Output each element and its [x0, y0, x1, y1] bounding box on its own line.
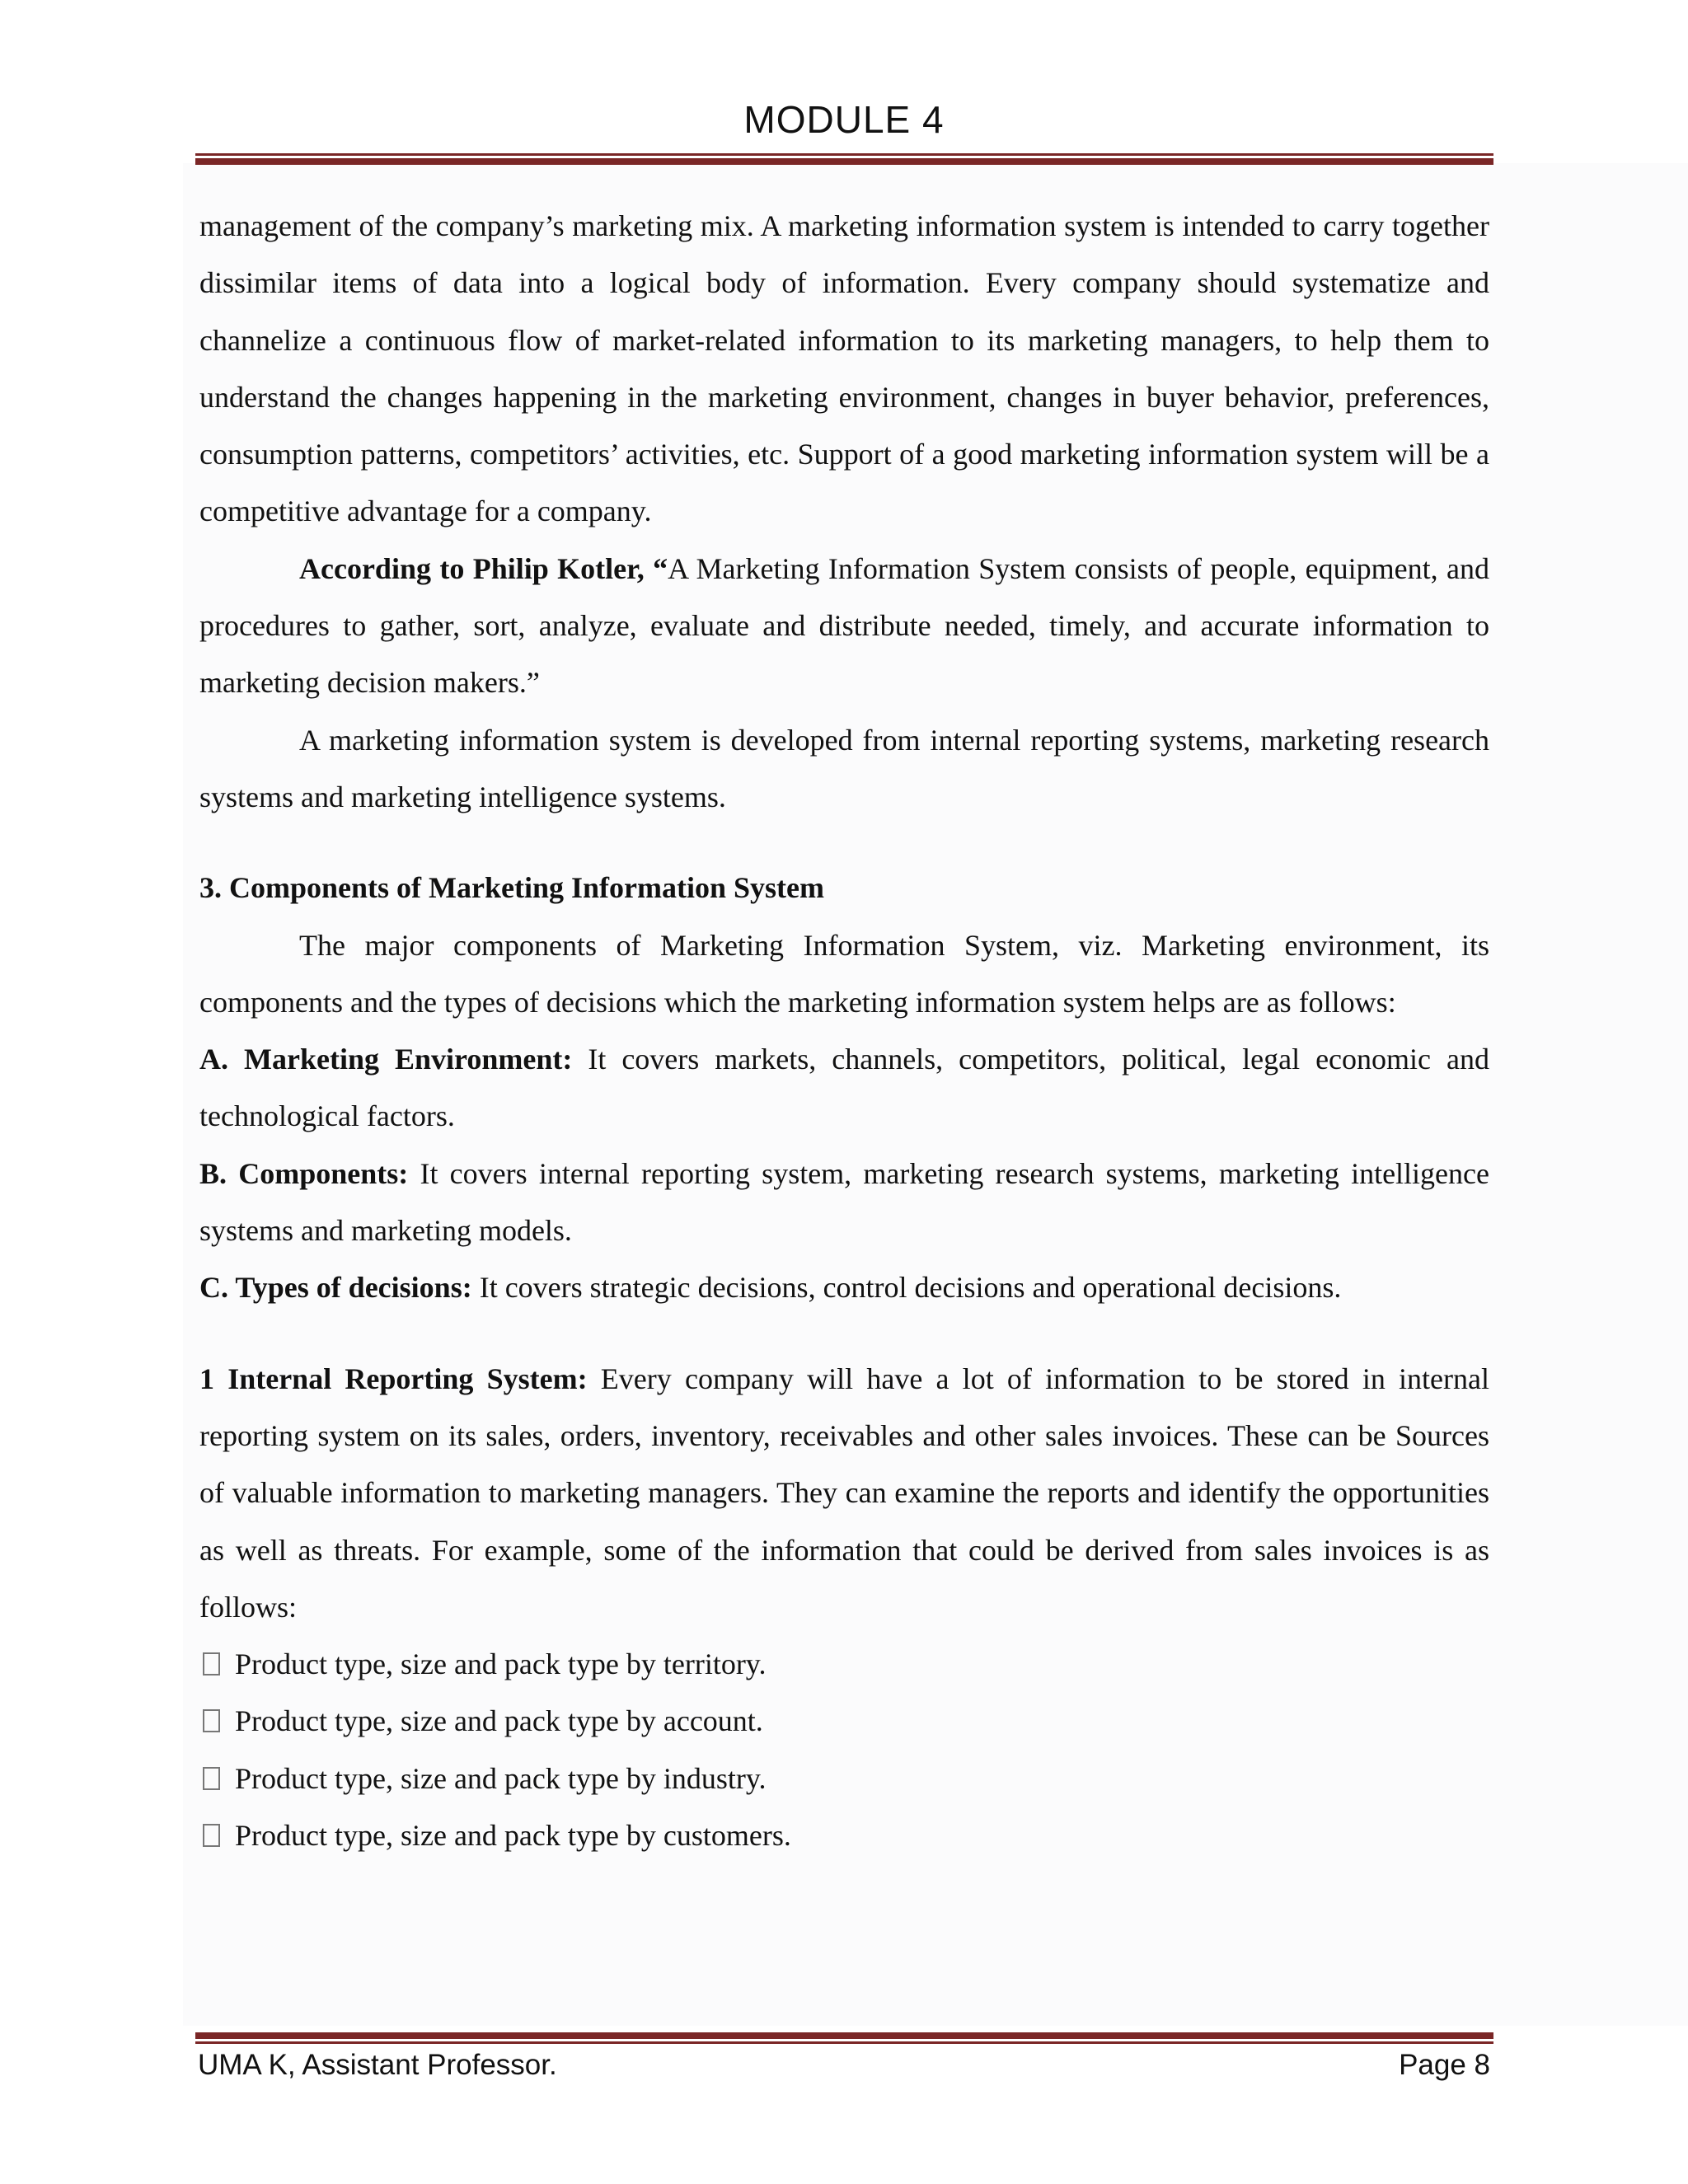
footer-rule [195, 2032, 1493, 2044]
list-item: Product type, size and pack type by territory. [199, 1636, 1489, 1693]
item-b-text: It covers internal reporting system, marketing research systems, marketing intelligence systems and marketing models. [199, 1156, 1489, 1248]
irs-label: 1 Internal Reporting System: [199, 1361, 588, 1395]
item-a-label: A. Marketing Environment: [199, 1043, 573, 1076]
list-item: Product type, size and pack type by account. [199, 1693, 1489, 1750]
item-b-label: B. Components: [199, 1156, 409, 1190]
kotler-lead: According to Philip Kotler, “ [299, 551, 668, 585]
list-item: Product type, size and pack type by customers. [199, 1807, 1489, 1864]
header-rule [195, 153, 1493, 165]
item-types-of-decisions [199, 1259, 1489, 1316]
mis-development-paragraph: A marketing information system is developed from internal reporting systems, marketing research systems and marketing intelligence systems. [199, 723, 1489, 813]
internal-reporting-paragraph [199, 1351, 1489, 1636]
item-components [199, 1146, 1489, 1260]
item-marketing-environment [199, 1031, 1489, 1146]
item-c-label: C. Types of decisions: [199, 1271, 472, 1305]
document-body [199, 198, 1489, 1864]
kotler-definition [199, 541, 1489, 712]
bullet-box-icon [203, 1767, 220, 1790]
footer-author: UMA K, Assistant Professor. [198, 2049, 557, 2081]
section-intro: The major components of Marketing Information System, viz. Marketing environment, its components and the types of decisions which the marketing information system helps are as follows: [199, 928, 1489, 1019]
bullet-box-icon [203, 1652, 220, 1675]
item-a-text: It covers markets, channels, competitors, political, legal economic and technological factors. [199, 1043, 1489, 1133]
irs-text: Every company will have a lot of information to be stored in internal reporting system on its sales, orders, inventory, receivables and other sales invoices. These can be Sources of valuable information to marketing managers. They can examine the reports and identify the opportunities as well as threats. For example, some of the information that could be derived from sales invoices is as follows: [199, 1361, 1489, 1624]
bullet-box-icon [203, 1709, 220, 1732]
list-item: Product type, size and pack type by industry. [199, 1750, 1489, 1807]
bullet-box-icon [203, 1824, 220, 1847]
item-c-text: It covers strategic decisions, control decisions and operational decisions. [471, 1271, 1342, 1305]
module-title: MODULE 4 [743, 98, 945, 141]
section-heading: 3. Components of Marketing Information System [199, 871, 824, 905]
kotler-quote: A Marketing Information System consists of people, equipment, and procedures to gather, sort, analyze, evaluate and distribute needed, timely, and accurate information to marketing decision makers.” [199, 551, 1489, 700]
intro-paragraph: management of the company’s marketing mix. A marketing information system is intended to carry together dissimilar items of data into a logical body of information. Every company should systematize and channelize a continuous flow of market-related information to its marketing managers, to help them to understand the changes happening in the marketing environment, changes in buyer behavior, preferences, consumption patterns, competitors’ activities, etc. Support of a good marketing information system will be a competitive advantage for a company. [199, 209, 1489, 528]
page-number: Page 8 [1399, 2049, 1490, 2081]
